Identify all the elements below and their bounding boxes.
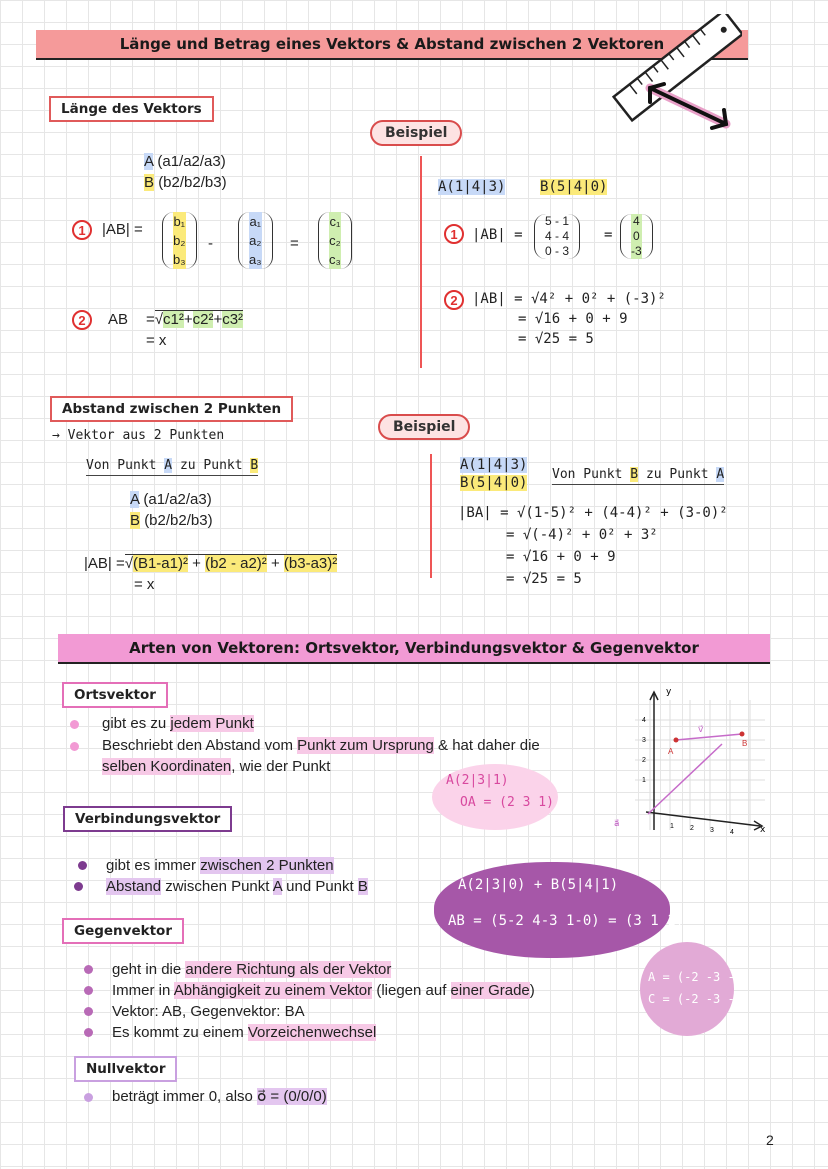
example-1-step-1-lhs: |AB| = bbox=[472, 227, 523, 243]
bullet-dot bbox=[84, 1028, 93, 1037]
ortsvektor-note-2: OA = (2 3 1) bbox=[460, 795, 554, 810]
graph-y-label: y bbox=[666, 687, 672, 697]
section-arten-banner: Arten von Vektoren: Ortsvektor, Verbindungsvektor & Gegenvektor bbox=[58, 634, 770, 664]
ortsvektor-bullet-1: gibt es zu jedem Punkt bbox=[102, 715, 254, 732]
bullet-dot bbox=[74, 882, 83, 891]
example-2-line-4: = √25 = 5 bbox=[506, 571, 582, 587]
example-2-line-1: |BA| = √(1-5)² + (4-4)² + (3-0)² bbox=[458, 505, 728, 521]
step-1-circle: 1 bbox=[72, 220, 92, 240]
example-1-step-2-line-2: = √16 + 0 + 9 bbox=[518, 311, 628, 327]
graph-o-label: a⃗ bbox=[614, 818, 620, 828]
step-2-result: = x bbox=[146, 332, 167, 349]
section-abstand-box: Abstand zwischen 2 Punkten bbox=[50, 396, 293, 422]
point-a-def: A (a1/a2/a3) bbox=[144, 153, 226, 170]
graph-y-tick: 4 bbox=[642, 717, 646, 724]
graph-x-label: x bbox=[760, 825, 766, 835]
point-b-def: B (b2/b2/b3) bbox=[144, 174, 227, 191]
bullet-dot bbox=[70, 742, 79, 751]
page-number: 2 bbox=[766, 1132, 774, 1148]
matrix-c: c₁ c₂ c₃ bbox=[318, 212, 352, 269]
example-1-point-a: A(1|4|3) bbox=[438, 179, 506, 195]
gegen-note-1: A = (-2 -3 -1) bbox=[648, 970, 750, 984]
example-1-step-2-line-3: = √25 = 5 bbox=[518, 331, 594, 347]
graph-x-tick: 3 bbox=[710, 827, 714, 834]
example-1-step-2-circle: 2 bbox=[444, 290, 464, 310]
example-2-point-b: B(5|4|0) bbox=[460, 475, 528, 491]
graph-x-tick: 4 bbox=[730, 829, 734, 836]
bullet-dot bbox=[70, 720, 79, 729]
gegen-note-blob bbox=[640, 942, 734, 1036]
beispiel-bubble-1: Beispiel bbox=[370, 120, 462, 146]
step-2-circle: 2 bbox=[72, 310, 92, 330]
verbindung-bullet-1: gibt es immer zwischen 2 Punkten bbox=[106, 857, 334, 874]
verbindung-bullet-2: Abstand zwischen Punkt A und Punkt B bbox=[106, 878, 368, 895]
example-2-line-2: = √(-4)² + 0² + 3² bbox=[506, 527, 658, 543]
divider-2 bbox=[430, 454, 432, 578]
graph-v-label: v⃗ bbox=[698, 724, 704, 734]
bullet-dot bbox=[84, 986, 93, 995]
graph-x-tick: 2 bbox=[690, 825, 694, 832]
example-1-step-1-circle: 1 bbox=[444, 224, 464, 244]
double-arrow-icon bbox=[642, 78, 734, 134]
example-1-point-b: B(5|4|0) bbox=[540, 179, 608, 195]
nullvektor-box: Nullvektor bbox=[74, 1056, 177, 1082]
equals-sign: = bbox=[290, 235, 299, 252]
gegen-bullet-3: Vektor: AB, Gegenvektor: BA bbox=[112, 1003, 305, 1020]
example-1-step-2-line-1: |AB| = √4² + 0² + (-3)² bbox=[472, 291, 666, 307]
abstand-point-b-def: B (b2/b2/b3) bbox=[130, 512, 213, 529]
graph-y-tick: 2 bbox=[642, 757, 646, 764]
verbindung-note-1: A(2|3|0) + B(5|4|1) bbox=[458, 877, 619, 893]
ortsvektor-note-1: A(2|3|1) bbox=[446, 773, 509, 788]
section-laenge-box: Länge des Vektors bbox=[49, 96, 214, 122]
gegen-bullet-1: geht in die andere Richtung als der Vektor bbox=[112, 961, 392, 978]
example-2-direction: Von Punkt B zu Punkt A bbox=[552, 466, 724, 485]
abstand-point-a-def: A (a1/a2/a3) bbox=[130, 491, 212, 508]
step-1-lhs: |AB| = bbox=[102, 221, 143, 238]
graph-x-tick: 1 bbox=[670, 823, 674, 830]
ortsvektor-bullet-2-cont: selben Koordinaten, wie der Punkt bbox=[102, 758, 331, 775]
bullet-dot bbox=[84, 1093, 93, 1102]
gegen-bullet-4: Es kommt zu einem Vorzeichenwechsel bbox=[112, 1024, 377, 1041]
gegen-bullet-2: Immer in Abhängigkeit zu einem Vektor (liegen auf einer Grade) bbox=[112, 982, 535, 999]
graph-y-tick: 3 bbox=[642, 737, 646, 744]
example-2-line-3: = √16 + 0 + 9 bbox=[506, 549, 616, 565]
ortsvektor-bullet-2: Beschriebt den Abstand vom Punkt zum Ursprung & hat daher die bbox=[102, 737, 540, 754]
abstand-result: = x bbox=[134, 576, 155, 593]
gegenvektor-box: Gegenvektor bbox=[62, 918, 184, 944]
divider-1 bbox=[420, 156, 422, 368]
verbindungsvektor-box: Verbindungsvektor bbox=[63, 806, 232, 832]
beispiel-bubble-2: Beispiel bbox=[378, 414, 470, 440]
step-2-formula: =√c1²+c2²+c3² bbox=[146, 311, 244, 328]
example-1-matrix-diff: 5 - 1 4 - 4 0 - 3 bbox=[534, 214, 580, 259]
abstand-formula: |AB| =√(B1-a1)² + (b2 - a2)² + (b3-a3)² bbox=[84, 555, 338, 572]
matrix-a: a₁ a₂ a₃ bbox=[238, 212, 273, 269]
gegen-note-2: C = (-2 -3 -1) bbox=[648, 992, 750, 1006]
coordinate-graph bbox=[610, 680, 770, 840]
example-1-equals: = bbox=[604, 227, 613, 243]
bullet-dot bbox=[84, 1007, 93, 1016]
graph-a-label: A bbox=[668, 747, 674, 756]
direction-label: Von Punkt A zu Punkt B bbox=[86, 457, 258, 476]
abstand-note: → Vektor aus 2 Punkten bbox=[52, 428, 225, 443]
matrix-b: b₁ b₂ b₃ bbox=[162, 212, 197, 269]
bullet-dot bbox=[78, 861, 87, 870]
graph-y-tick: 1 bbox=[642, 777, 646, 784]
graph-b-label: B bbox=[742, 739, 748, 748]
bullet-dot bbox=[84, 965, 93, 974]
null-bullet-1: beträgt immer 0, also o⃗ = (0/0/0) bbox=[112, 1088, 327, 1105]
step-2-lhs: AB bbox=[108, 311, 129, 328]
example-2-point-a: A(1|4|3) bbox=[460, 457, 528, 473]
page-title: Länge und Betrag eines Vektors & Abstand zwischen 2 Vektoren bbox=[36, 30, 748, 60]
verbindung-note-2: AB = (5-2 4-3 1-0) = (3 1 1) bbox=[448, 913, 685, 929]
minus-sign: - bbox=[208, 235, 213, 252]
ortsvektor-box: Ortsvektor bbox=[62, 682, 168, 708]
example-1-matrix-result: 4 0 -3 bbox=[620, 214, 653, 259]
